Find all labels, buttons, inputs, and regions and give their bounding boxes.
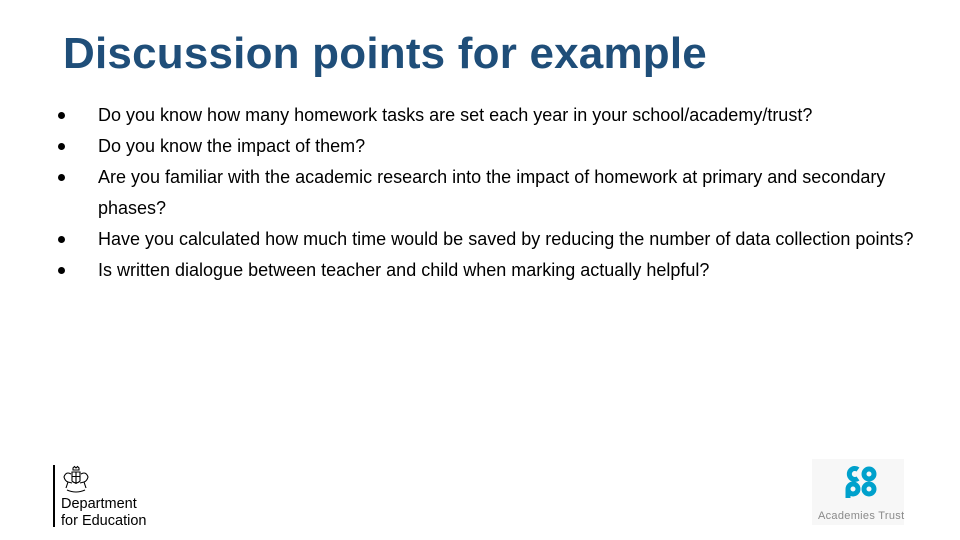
bullet-text: Have you calculated how much time would be saved by reducing the number of data collection points? bbox=[98, 229, 914, 249]
bullet-text: Do you know how many homework tasks are set each year in your school/academy/trust? bbox=[98, 105, 813, 125]
bullet-item bbox=[55, 224, 915, 255]
bullet-item bbox=[55, 162, 915, 224]
bullet-dot-icon bbox=[58, 143, 65, 150]
dfe-logo-line: Department bbox=[61, 496, 137, 512]
bullet-text: Is written dialogue between teacher and child when marking actually helpful? bbox=[98, 260, 710, 280]
dfe-logo-line: for Education bbox=[61, 513, 147, 529]
bullet-item bbox=[55, 100, 915, 131]
bullet-dot-icon bbox=[58, 267, 65, 274]
logo-divider bbox=[53, 465, 55, 527]
bullet-dot-icon bbox=[58, 236, 65, 243]
bullet-text: Are you familiar with the academic research into the impact of homework at primary and secondary phases? bbox=[98, 167, 886, 218]
bullet-text: Do you know the impact of them? bbox=[98, 136, 366, 156]
bullet-item bbox=[55, 131, 915, 162]
coop-logo-text: Academies Trust bbox=[818, 510, 905, 522]
bullet-dot-icon bbox=[58, 112, 65, 119]
dfe-logo-text bbox=[61, 496, 146, 530]
bullet-list bbox=[55, 100, 915, 286]
coop-logo bbox=[812, 459, 904, 525]
bullet-item bbox=[55, 255, 915, 286]
royal-crest-icon bbox=[61, 465, 91, 495]
dfe-logo bbox=[53, 465, 163, 531]
coop-clover-icon bbox=[844, 464, 878, 498]
bullet-dot-icon bbox=[58, 174, 65, 181]
slide-title: Discussion points for example bbox=[63, 29, 707, 78]
